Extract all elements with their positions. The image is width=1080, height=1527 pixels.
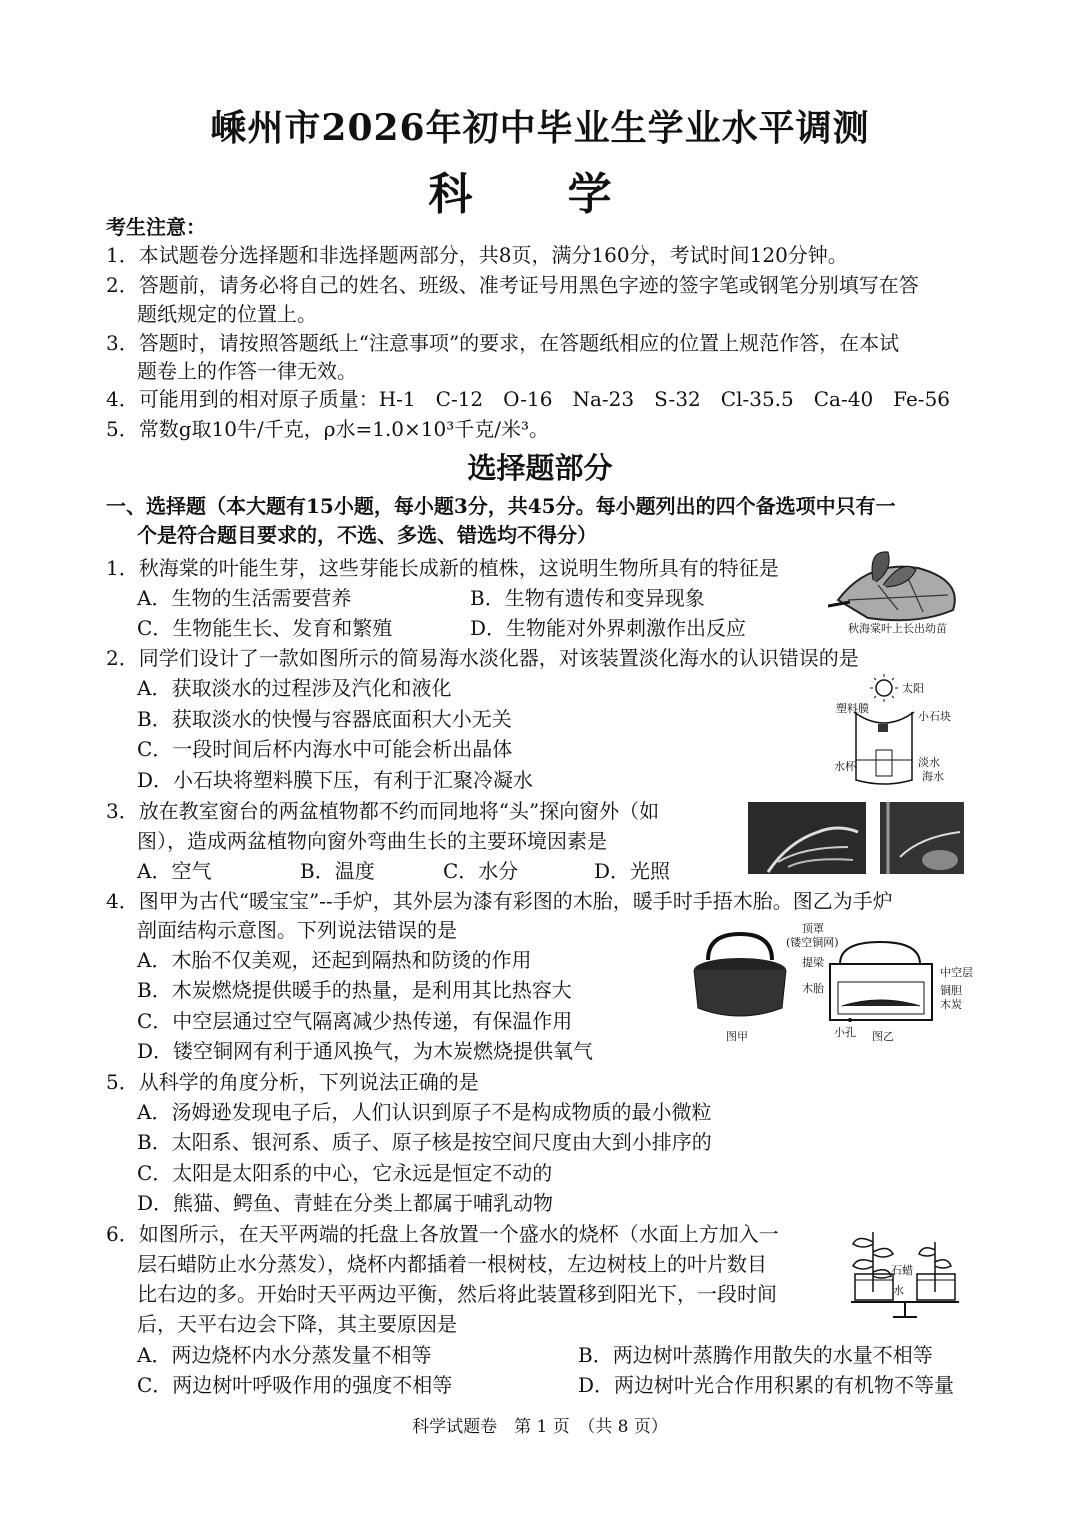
q1-figure-caption: 秋海棠叶上长出幼苗	[848, 622, 947, 635]
q4-label-liner: 铜胆	[940, 984, 962, 997]
notice-item-1: 1．本试题卷分选择题和非选择题两部分，共8页，满分160分，考试时间120分钟。	[106, 243, 848, 267]
q3-photo-right	[880, 802, 964, 874]
q5-option-a: A．汤姆逊发现电子后，人们认识到原子不是构成物质的最小微粒	[137, 1100, 712, 1124]
hand-warmer-figure	[690, 920, 980, 1045]
q2-stem: 2．同学们设计了一款如图所示的简易海水淡化器，对该装置淡化海水的认识错误的是	[106, 646, 859, 670]
q5-stem: 5．从科学的角度分析，下列说法正确的是	[106, 1070, 479, 1094]
notice-item-4: 4．可能用到的相对原子质量：H-1 C-12 O-16 Na-23 S-32 Cl-35.5 Ca-40 Fe-56	[106, 387, 951, 411]
q4-label-top: 顶罩	[802, 922, 824, 935]
q3-option-c: C．水分	[443, 859, 519, 883]
notice-item-3: 3．答题时，请按照答题纸上“注意事项”的要求，在答题纸相应的位置上规范作答，在本试	[106, 331, 900, 355]
notice-item-2: 2．答题前，请务必将自己的姓名、班级、准考证号用黑色字迹的签字笔或钢笔分别填写在答	[106, 273, 919, 297]
q1-option-a: A．生物的生活需要营养	[137, 586, 352, 610]
q2-option-d: D．小石块将塑料膜下压，有利于汇聚冷凝水	[137, 768, 534, 792]
q6-option-c: C．两边树叶呼吸作用的强度不相等	[137, 1373, 453, 1397]
q2-option-c: C．一段时间后杯内海水中可能会析出晶体	[137, 737, 513, 761]
q4-label-wood: 木胎	[802, 982, 824, 995]
q6-option-b: B．两边树叶蒸腾作用散失的水量不相等	[578, 1343, 933, 1367]
q3-photo-left	[748, 802, 866, 874]
subject-title: 科 学	[428, 169, 652, 220]
q3-option-d: D．光照	[594, 859, 671, 883]
begonia-figure	[828, 540, 968, 640]
section-intro-line-1: 一、选择题（本大题有15小题，每小题3分，共45分。每小题列出的四个备选项中只有一	[106, 494, 896, 518]
q5-option-c: C．太阳是太阳系的中心，它永远是恒定不动的	[137, 1161, 553, 1185]
q1-option-d: D．生物能对外界刺激作出反应	[470, 616, 747, 640]
q2-label-film: 塑料膜	[836, 702, 869, 715]
q4-option-c: C．中空层通过空气隔离减少热传递，有保温作用	[137, 1009, 573, 1033]
q4-label-handle: 提梁	[802, 956, 824, 969]
section-title: 选择题部分	[467, 451, 613, 485]
q4-label-mesh: (镂空铜网)	[786, 936, 839, 949]
notice-item-3-cont: 题卷上的作答一律无效。	[137, 359, 357, 383]
q2-label-cup: 水杯	[834, 760, 856, 773]
q4-label-hollow: 中空层	[940, 966, 973, 979]
q2-label-fresh: 淡水	[918, 756, 940, 769]
q6-option-a: A．两边烧杯内水分蒸发量不相等	[137, 1343, 432, 1367]
q5-option-d: D．熊猫、鳄鱼、青蛙在分类上都属于哺乳动物	[137, 1191, 554, 1215]
notice-item-2-cont: 题纸规定的位置上。	[137, 302, 317, 326]
q6-stem-line-1: 6．如图所示，在天平两端的托盘上各放置一个盛水的烧杯（水面上方加入一	[106, 1222, 779, 1246]
q6-stem-line-3: 比右边的多。开始时天平两边平衡，然后将此装置移到阳光下，一段时间	[137, 1282, 777, 1306]
exam-title: 嵊州市2026年初中毕业生学业水平调测	[210, 107, 870, 149]
notice-heading: 考生注意：	[106, 215, 206, 239]
q1-stem: 1．秋海棠的叶能生芽，这些芽能长成新的植株，这说明生物所具有的特征是	[106, 556, 779, 580]
q3-option-b: B．温度	[300, 859, 375, 883]
q3-option-a: A．空气	[137, 859, 212, 883]
section-intro-line-2: 个是符合题目要求的，不选、多选、错选均不得分）	[137, 523, 597, 547]
desalinator-figure	[832, 672, 962, 792]
page-footer: 科学试题卷 第 1 页 （共 8 页）	[412, 1417, 668, 1437]
q1-option-b: B．生物有遗传和变异现象	[470, 586, 705, 610]
q6-option-d: D．两边树叶光合作用积累的有机物不等量	[578, 1373, 955, 1397]
q6-stem-line-4: 后，天平右边会下降，其主要原因是	[137, 1312, 457, 1336]
q4-label-fig-a: 图甲	[726, 1030, 748, 1043]
q4-option-a: A．木胎不仅美观，还起到隔热和防烫的作用	[137, 948, 532, 972]
notice-item-5: 5．常数g取10牛/千克，ρ水=1.0×10³千克/米³。	[106, 417, 550, 441]
q2-label-sun: 太阳	[902, 682, 924, 695]
q4-label-fig-b: 图乙	[872, 1030, 894, 1043]
balance-figure	[843, 1222, 968, 1322]
q6-stem-line-2: 层石蜡防止水分蒸发），烧杯内都插着一根树枝，左边树枝上的叶片数目	[137, 1252, 767, 1276]
plant-photo-icon	[748, 802, 866, 874]
q4-stem-line-2: 剖面结构示意图。下列说法错误的是	[137, 918, 457, 942]
q4-label-hole: 小孔	[834, 1026, 856, 1039]
q4-label-charcoal: 木炭	[940, 998, 962, 1011]
q2-label-sea: 海水	[922, 770, 944, 783]
q6-label-water: 水	[893, 1284, 904, 1297]
q4-option-d: D．镂空铜网有利于通风换气，为木炭燃烧提供氧气	[137, 1039, 594, 1063]
q5-option-b: B．太阳系、银河系、质子、原子核是按空间尺度由大到小排序的	[137, 1130, 712, 1154]
q1-option-c: C．生物能生长、发育和繁殖	[137, 616, 393, 640]
q2-option-b: B．获取淡水的快慢与容器底面积大小无关	[137, 707, 512, 731]
q3-stem-line-1: 3．放在教室窗台的两盆植物都不约而同地将“头”探向窗外（如	[106, 799, 660, 823]
q2-label-stone: 小石块	[918, 710, 951, 723]
q3-stem-line-2: 图），造成两盆植物向窗外弯曲生长的主要环境因素是	[137, 829, 607, 853]
q4-option-b: B．木炭燃烧提供暖手的热量，是利用其比热容大	[137, 978, 572, 1002]
q6-label-wax: 石蜡	[891, 1264, 913, 1277]
q4-stem-line-1: 4．图甲为古代“暖宝宝”--手炉，其外层为漆有彩图的木胎，暖手时手捂木胎。图乙为手炉	[106, 889, 893, 913]
q2-option-a: A．获取淡水的过程涉及汽化和液化	[137, 676, 452, 700]
potted-plant-photo-icon	[880, 802, 964, 874]
